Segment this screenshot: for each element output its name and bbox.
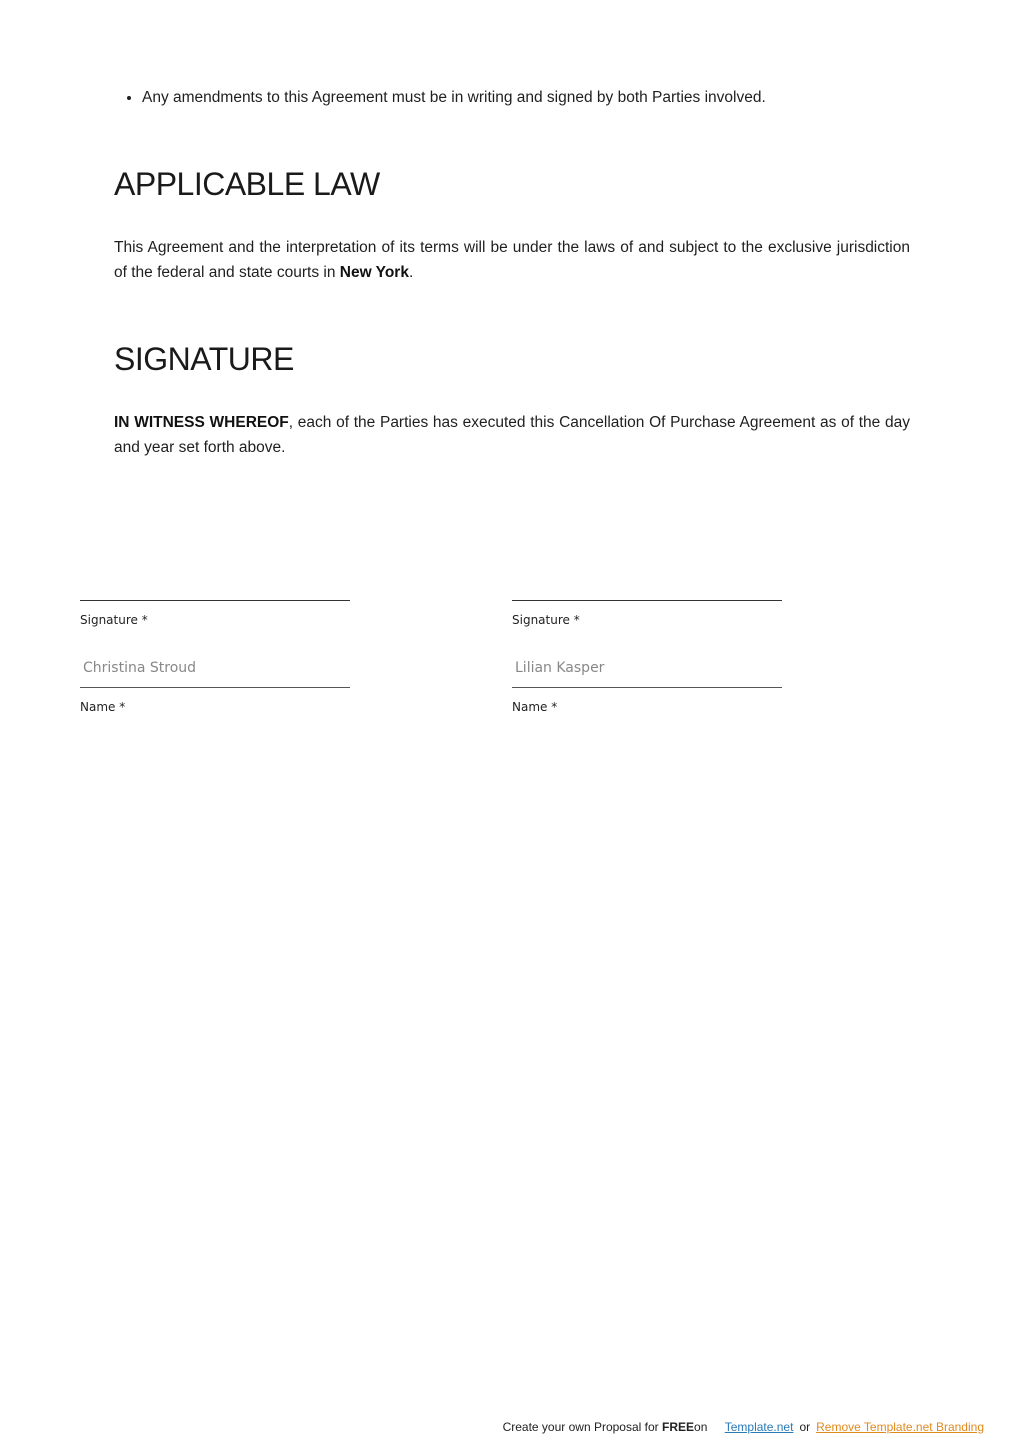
applicable-law-text: This Agreement and the interpretation of its terms will be under the laws of and subject to the exclusive jurisdiction of the federal and state courts in [114, 239, 910, 281]
witness-paragraph [114, 410, 910, 460]
signatory-block-2 [512, 600, 782, 714]
footer-on: on [694, 1420, 708, 1434]
footer-free: FREE [662, 1420, 695, 1434]
name-label: Name * [512, 700, 558, 714]
signature-line[interactable] [512, 600, 782, 601]
remove-branding-link[interactable]: Remove Template.net Branding [816, 1420, 984, 1434]
jurisdiction-location: New York [339, 264, 409, 281]
name-field[interactable]: Lilian Kasper [512, 657, 782, 688]
applicable-law-paragraph [114, 235, 910, 285]
signature-label: Signature * [512, 613, 580, 627]
applicable-law-end: . [408, 264, 414, 281]
amendments-list [114, 86, 942, 109]
signature-label: Signature * [80, 613, 148, 627]
signature-line[interactable] [80, 600, 350, 601]
template-net-link[interactable]: Template.net [724, 1420, 794, 1434]
witness-text: , each of the Parties has executed this Cancellation Of Purchase Agreement as of the day and year set forth above. [114, 414, 910, 456]
name-field[interactable]: Christina Stroud [80, 657, 350, 688]
amendments-item: • Any amendments to this Agreement must be in writing and signed by both Parties involved. [142, 86, 942, 109]
footer-or: or [799, 1420, 811, 1434]
applicable-law-heading: APPLICABLE LAW [114, 166, 380, 202]
witness-lead: IN WITNESS WHEREOF [114, 414, 289, 431]
footer-prefix: Create your own Proposal for [502, 1420, 662, 1434]
signatory-block-1 [80, 600, 350, 714]
name-label: Name * [80, 700, 126, 714]
branding-footer [503, 1419, 984, 1435]
signature-heading: SIGNATURE [114, 341, 294, 377]
